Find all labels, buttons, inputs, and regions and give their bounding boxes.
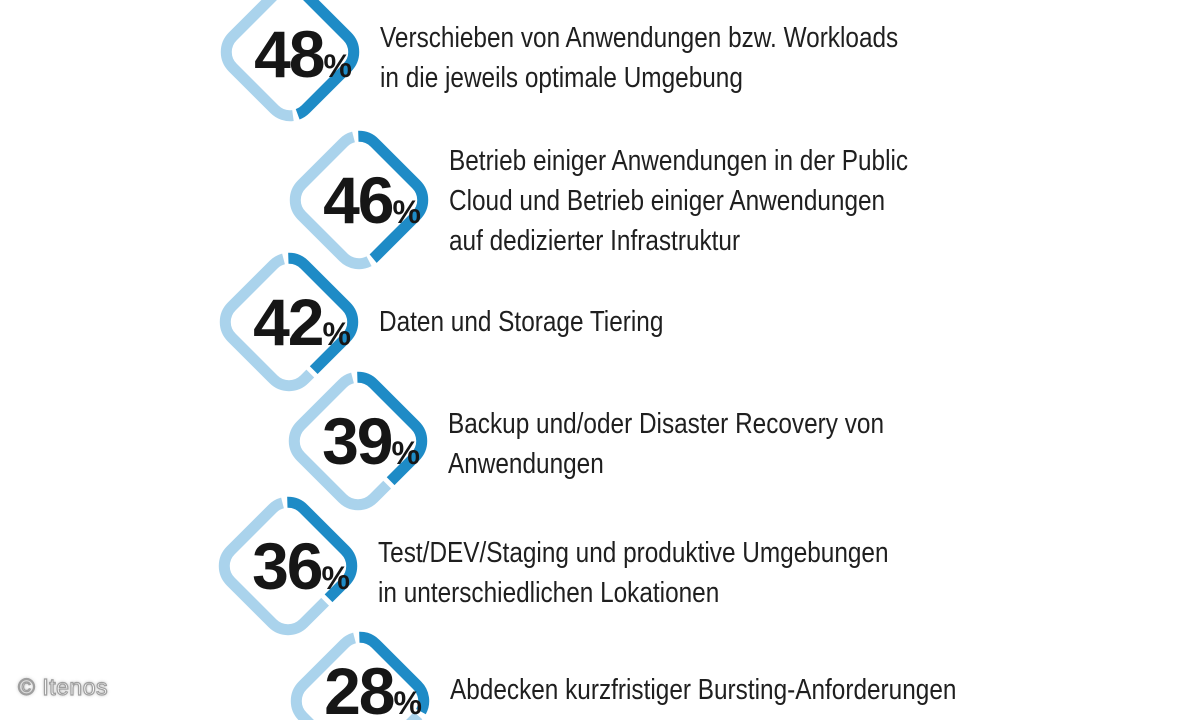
percent-label bbox=[252, 528, 350, 604]
stat-description bbox=[449, 141, 908, 261]
stat-description-line: auf dedizierter Infrastruktur bbox=[449, 225, 741, 257]
stat-description-line: Backup und/oder Disaster Recovery von bbox=[448, 408, 884, 440]
stat-description bbox=[450, 670, 956, 710]
percent-label bbox=[254, 16, 352, 92]
percent-value: 36 bbox=[252, 529, 322, 603]
percent-value: 42 bbox=[253, 285, 323, 359]
stat-description bbox=[380, 18, 898, 98]
stat-description-line: Test/DEV/Staging und produktive Umgebungen bbox=[378, 537, 889, 569]
percent-value: 48 bbox=[254, 17, 324, 91]
stat-description bbox=[379, 302, 663, 342]
percent-unit: % bbox=[391, 435, 420, 471]
stat-description-line: Abdecken kurzfristiger Bursting-Anforderungen bbox=[450, 674, 957, 706]
percent-unit: % bbox=[321, 560, 350, 596]
percent-label bbox=[324, 653, 422, 720]
stat-description-line: in die jeweils optimale Umgebung bbox=[380, 62, 743, 94]
stat-description-line: in unterschiedlichen Lokationen bbox=[378, 577, 720, 609]
copyright-credit: © Itenos bbox=[18, 674, 108, 700]
percent-value: 46 bbox=[323, 163, 393, 237]
stat-description-line: Daten und Storage Tiering bbox=[379, 306, 664, 338]
stat-description bbox=[378, 533, 889, 613]
percent-value: 39 bbox=[322, 404, 392, 478]
percent-label bbox=[323, 162, 421, 238]
stat-description-line: Anwendungen bbox=[448, 448, 604, 480]
percent-value: 28 bbox=[324, 654, 394, 720]
percent-unit: % bbox=[393, 685, 422, 720]
stat-description bbox=[448, 404, 884, 484]
stat-description-line: Verschieben von Anwendungen bzw. Workloads bbox=[380, 22, 899, 54]
stat-description-line: Cloud und Betrieb einiger Anwendungen bbox=[449, 185, 886, 217]
percent-unit: % bbox=[322, 316, 351, 352]
percent-unit: % bbox=[323, 48, 352, 84]
percent-unit: % bbox=[392, 194, 421, 230]
percent-label bbox=[322, 403, 420, 479]
stat-description-line: Betrieb einiger Anwendungen in der Public bbox=[449, 145, 909, 177]
percent-label bbox=[253, 284, 351, 360]
